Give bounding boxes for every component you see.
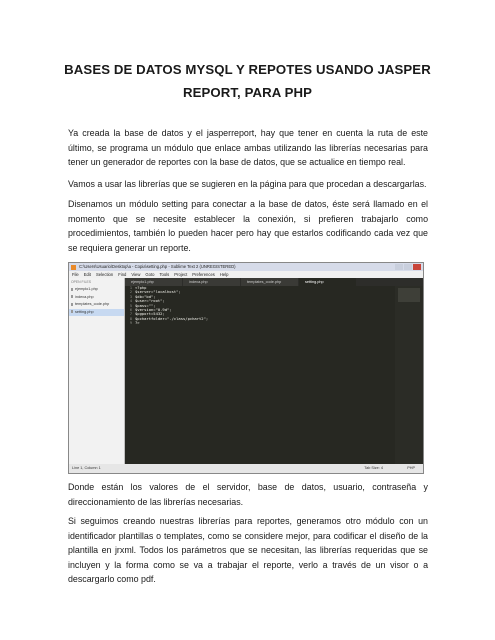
line-number: 7 bbox=[129, 312, 132, 317]
editor-tab: indexa.php bbox=[183, 278, 240, 286]
line-number: 6 bbox=[129, 308, 132, 313]
minimap-viewport bbox=[398, 288, 420, 302]
sidebar-file: templates_code.php bbox=[69, 301, 124, 309]
sidebar-file: ejemplo1.php bbox=[69, 286, 124, 294]
code-line: $user="root"; bbox=[135, 298, 165, 304]
editor-window-title: C:\Users\Usuario\Desktop\a - Copia\setting.php - Sublime Text 2 (UNREGISTERED) bbox=[79, 264, 236, 269]
editor-menubar bbox=[69, 271, 423, 278]
sidebar-file: indexa.php bbox=[69, 294, 124, 302]
line-number: 8 bbox=[129, 316, 132, 321]
menu-edit: Edit bbox=[83, 272, 91, 277]
editor-tabs bbox=[125, 278, 423, 286]
document-title bbox=[60, 58, 435, 104]
code-line: <?php bbox=[135, 285, 147, 290]
paragraph-setting-module: Disenamos un módulo setting para conectar a la base de datos, éste será llamado en el momento que se necesite establecer la conexión, si prefieren trabajarlo como procedimientos, también lo pueden hacer pero hay que estarlos codificando cada vez que se requiera generar un reporte. bbox=[68, 199, 428, 253]
code-line: $pchartfolder="./class/pchart2"; bbox=[135, 315, 209, 321]
status-syntax: PHP bbox=[407, 466, 415, 470]
paragraph-templates: Si seguimos creando nuestras librerías para reportes, generamos otro módulo con un identificador plantillas o templates, como se considere mejor, para codificar el diseño de la plantilla en jrxml. Todos los parámetros que se necesitan, las librerías requeridas que se incluyen y la forma como se va a trabajar el reporte, verlo a través de un visor o a descargarlo como pdf. bbox=[68, 516, 428, 585]
window-controls bbox=[395, 264, 421, 270]
code-line: $server="localhost"; bbox=[135, 289, 181, 295]
close-icon bbox=[413, 264, 421, 270]
line-number: 4 bbox=[129, 299, 132, 304]
menu-help: Help bbox=[219, 272, 229, 277]
menu-find: Find bbox=[118, 272, 127, 277]
editor-tab: templates_code.php bbox=[241, 278, 298, 286]
line-number: 1 bbox=[129, 286, 132, 290]
menu-view: View bbox=[131, 272, 141, 277]
editor-titlebar bbox=[69, 263, 423, 271]
menu-preferences: Preferences bbox=[192, 272, 215, 277]
line-number: 5 bbox=[129, 303, 132, 308]
code-line: $pgport=5432; bbox=[135, 311, 165, 317]
code-line: $db="bd"; bbox=[135, 293, 156, 299]
line-number: 9 bbox=[129, 321, 132, 326]
sublime-app-icon bbox=[71, 265, 76, 270]
paragraph-values: Donde están los valores de el servidor, base de datos, usuario, contraseña y direccionamiento de las librerías necesarias. bbox=[68, 482, 428, 507]
menu-goto: Goto bbox=[145, 272, 155, 277]
editor-minimap bbox=[395, 286, 423, 464]
line-number: 3 bbox=[129, 294, 132, 299]
status-cursor-position: Line 1, Column 1 bbox=[72, 466, 101, 470]
title-line-1: BASES DE DATOS MYSQL Y REPOTES USANDO JASPER bbox=[64, 62, 431, 77]
sidebar-file-selected: setting.php bbox=[69, 309, 124, 317]
maximize-icon bbox=[404, 264, 412, 270]
code-line: ?> bbox=[135, 320, 140, 326]
editor-statusbar bbox=[69, 464, 423, 473]
line-number: 2 bbox=[129, 290, 132, 295]
sidebar-header: OPEN FILES bbox=[71, 280, 91, 284]
status-tab-size: Tab Size: 4 bbox=[364, 466, 383, 470]
code-line: $pass=""; bbox=[135, 302, 156, 308]
paragraph-libraries: Vamos a usar las librerías que se sugieren en la página para que procedan a descargarlas. bbox=[68, 179, 427, 189]
menu-project: Project bbox=[174, 272, 188, 277]
editor-screenshot bbox=[68, 262, 424, 474]
editor-tab-active: setting.php bbox=[299, 278, 356, 286]
paragraph-intro: Ya creada la base de datos y el jasperreport, hay que tener en cuenta la ruta de este último, se programa un módulo que enlace ambas utilizando las librerías necesarias para tener un generador de reportes con la base de datos, que se actualice en tiempo real. bbox=[68, 128, 428, 168]
title-line-2: REPORT, PARA PHP bbox=[182, 85, 313, 100]
menu-selection: Selection bbox=[95, 272, 114, 277]
minimize-icon bbox=[395, 264, 403, 270]
menu-tools: Tools bbox=[159, 272, 170, 277]
editor-sidebar bbox=[69, 278, 125, 464]
code-area bbox=[135, 286, 393, 464]
code-line: $version="0.9d"; bbox=[135, 307, 172, 313]
line-number-gutter bbox=[125, 286, 133, 464]
menu-file: File bbox=[72, 272, 79, 277]
editor-tab: ejemplo1.php bbox=[125, 278, 182, 286]
